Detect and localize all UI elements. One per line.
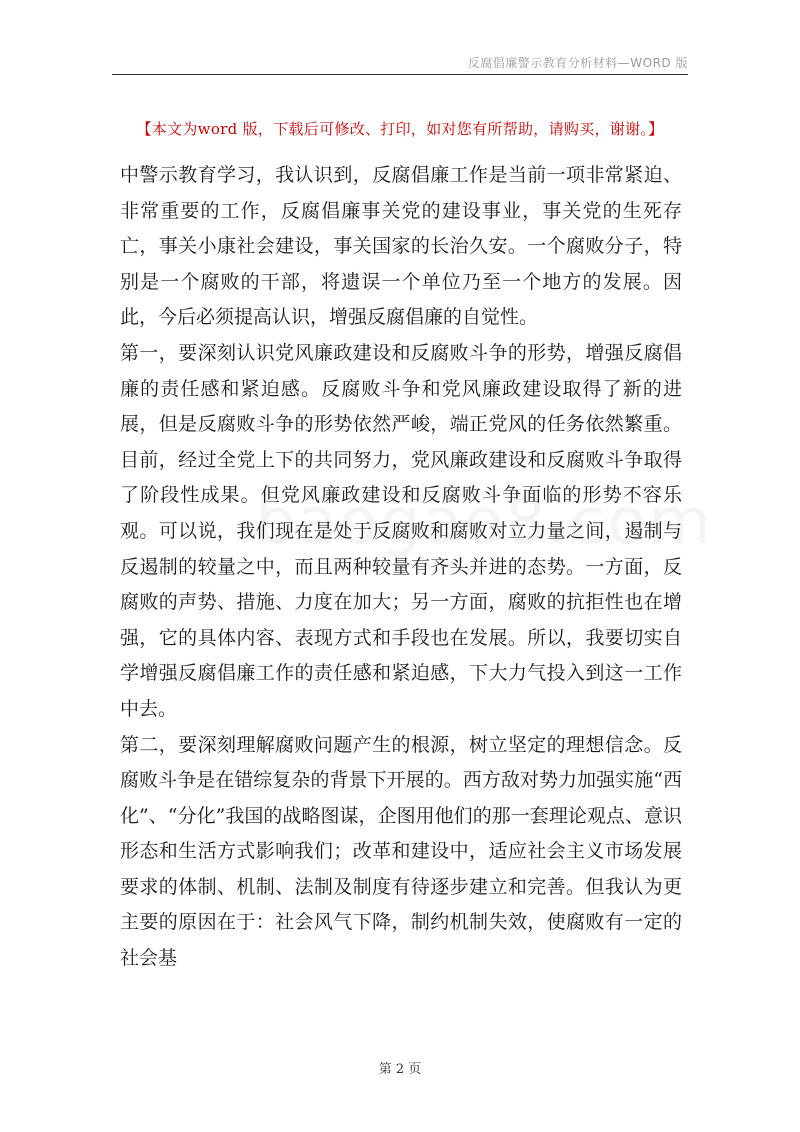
document-body [120, 158, 682, 977]
paragraph-point-one: 第一，要深刻认识党风廉政建设和反腐败斗争的形势，增强反腐倡廉的责任感和紧迫感。反腐败斗争和党风廉政建设取得了新的进展，但是反腐败斗争的形势依然严峻，端正党风的任务依然繁重。目前，经过全党上下的共同努力，党风廉政建设和反腐败斗争取得了阶段性成果。但党风廉政建设和反腐败斗争面临的形势不容乐观。可以说，我们现在是处于反腐败和腐败对立力量之间，遏制与反遏制的较量之中，而且两种较量有齐头并进的态势。一方面，反腐败的声势、措施、力度在加大；另一方面，腐败的抗拒性也在增强，它的具体内容、表现方式和手段也在发展。所以，我要切实自学增强反腐倡廉工作的责任感和紧迫感，下大力气投入到这一工作中去。 [120, 341, 682, 720]
header-title: 反腐倡廉警示教育分析材料—WORD 版 [467, 56, 688, 70]
page-header [112, 52, 688, 75]
paragraph-intro: 中警示教育学习，我认识到，反腐倡廉工作是当前一项非常紧迫、非常重要的工作，反腐倡廉事关党的建设事业，事关党的生死存亡，事关小康社会建设，事关国家的长治久安。一个腐败分子，特别是一个腐败的干部，将遗误一个单位乃至一个地方的发展。因此，今后必须提高认识，增强反腐倡廉的自觉性。 [120, 164, 682, 329]
page-number: 第 2 页 [378, 1062, 422, 1077]
download-notice: 【本文为word 版，下载后可修改、打印，如对您有所帮助，请购买，谢谢。】 [136, 120, 664, 138]
paragraph-point-two: 第二，要深刻理解腐败问题产生的根源，树立坚定的理想信念。反腐败斗争是在错综复杂的背景下开展的。西方敌对势力加强实施“西化”、“分化”我国的战略图谋，企图用他们的那一套理论观点、意识形态和生活方式影响我们；改革和建设中，适应社会主义市场发展要求的体制、机制、法制及制度有待逐步建立和完善。但我认为更主要的原因在于：社会风气下降，制约机制失效，使腐败有一定的社会基 [120, 733, 682, 970]
